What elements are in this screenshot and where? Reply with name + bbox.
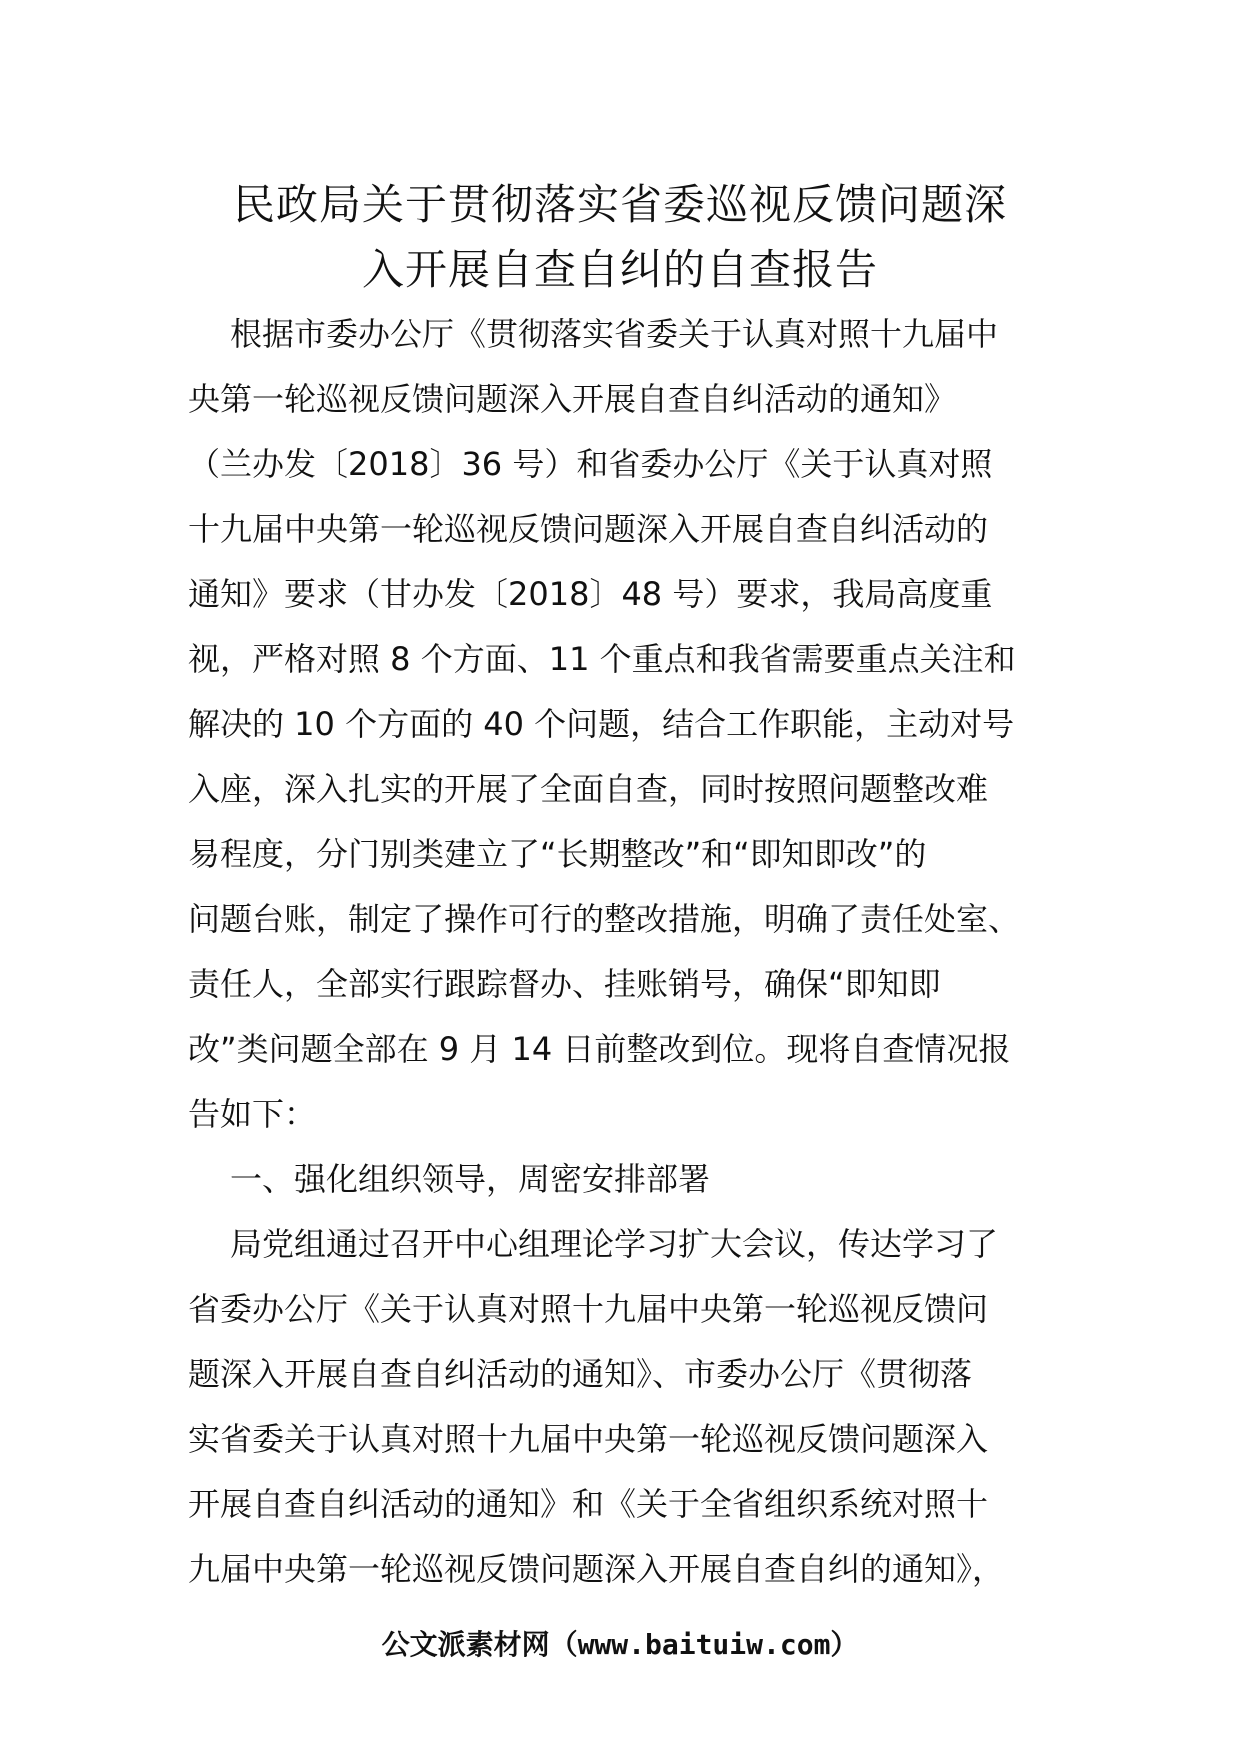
paragraph-1-line: 改”类问题全部在 9 月 14 日前整改到位。现将自查情况报 — [188, 1030, 1011, 1068]
paragraph-1-line: 问题台账，制定了操作可行的整改措施，明确了责任处室、 — [188, 900, 1021, 938]
title-line-2: 入开展自查自纠的自查报告 — [361, 245, 878, 294]
paragraph-2-line: 局党组通过召开中心组理论学习扩大会议，传达学习了 — [230, 1225, 999, 1263]
title-line-1: 民政局关于贯彻落实省委巡视反馈问题深 — [232, 180, 1007, 229]
footer-source: 公文派素材网（www.baituiw.com） — [381, 1628, 859, 1661]
paragraph-2-line: 省委办公厅《关于认真对照十九届中央第一轮巡视反馈问 — [188, 1290, 989, 1328]
paragraph-2-line: 开展自查自纠活动的通知》和《关于全省组织系统对照十 — [188, 1485, 989, 1523]
paragraph-1-line: （兰办发〔2018〕36 号）和省委办公厅《关于认真对照 — [188, 445, 993, 483]
paragraph-1-line: 央第一轮巡视反馈问题深入开展自查自纠活动的通知》 — [188, 380, 957, 418]
paragraph-1-line: 告如下： — [188, 1095, 317, 1133]
paragraph-1-line: 十九届中央第一轮巡视反馈问题深入开展自查自纠活动的 — [188, 510, 989, 548]
paragraph-1-line: 责任人，全部实行跟踪督办、挂账销号，确保“即知即 — [188, 965, 941, 1003]
paragraph-1-line: 易程度，分门别类建立了“长期整改”和“即知即改”的 — [188, 835, 927, 873]
section-heading: 一、强化组织领导，周密安排部署 — [230, 1160, 711, 1198]
paragraph-2-line: 九届中央第一轮巡视反馈问题深入开展自查自纠的通知》， — [188, 1550, 1005, 1588]
paragraph-2-line: 题深入开展自查自纠活动的通知》、市委办公厅《贯彻落 — [188, 1355, 973, 1393]
paragraph-1-line: 通知》要求（甘办发〔2018〕48 号）要求，我局高度重 — [188, 575, 993, 613]
paragraph-2-line: 实省委关于认真对照十九届中央第一轮巡视反馈问题深入 — [188, 1420, 989, 1458]
paragraph-1-line: 解决的 10 个方面的 40 个问题，结合工作职能，主动对号 — [188, 705, 1015, 743]
document-body — [188, 302, 1068, 1602]
paragraph-1-line: 入座，深入扎实的开展了全面自查，同时按照问题整改难 — [188, 770, 989, 808]
document-title — [170, 172, 1070, 302]
paragraph-1-line: 根据市委办公厅《贯彻落实省委关于认真对照十九届中 — [230, 315, 999, 353]
paragraph-1-line: 视，严格对照 8 个方面、11 个重点和我省需要重点关注和 — [188, 640, 1016, 678]
